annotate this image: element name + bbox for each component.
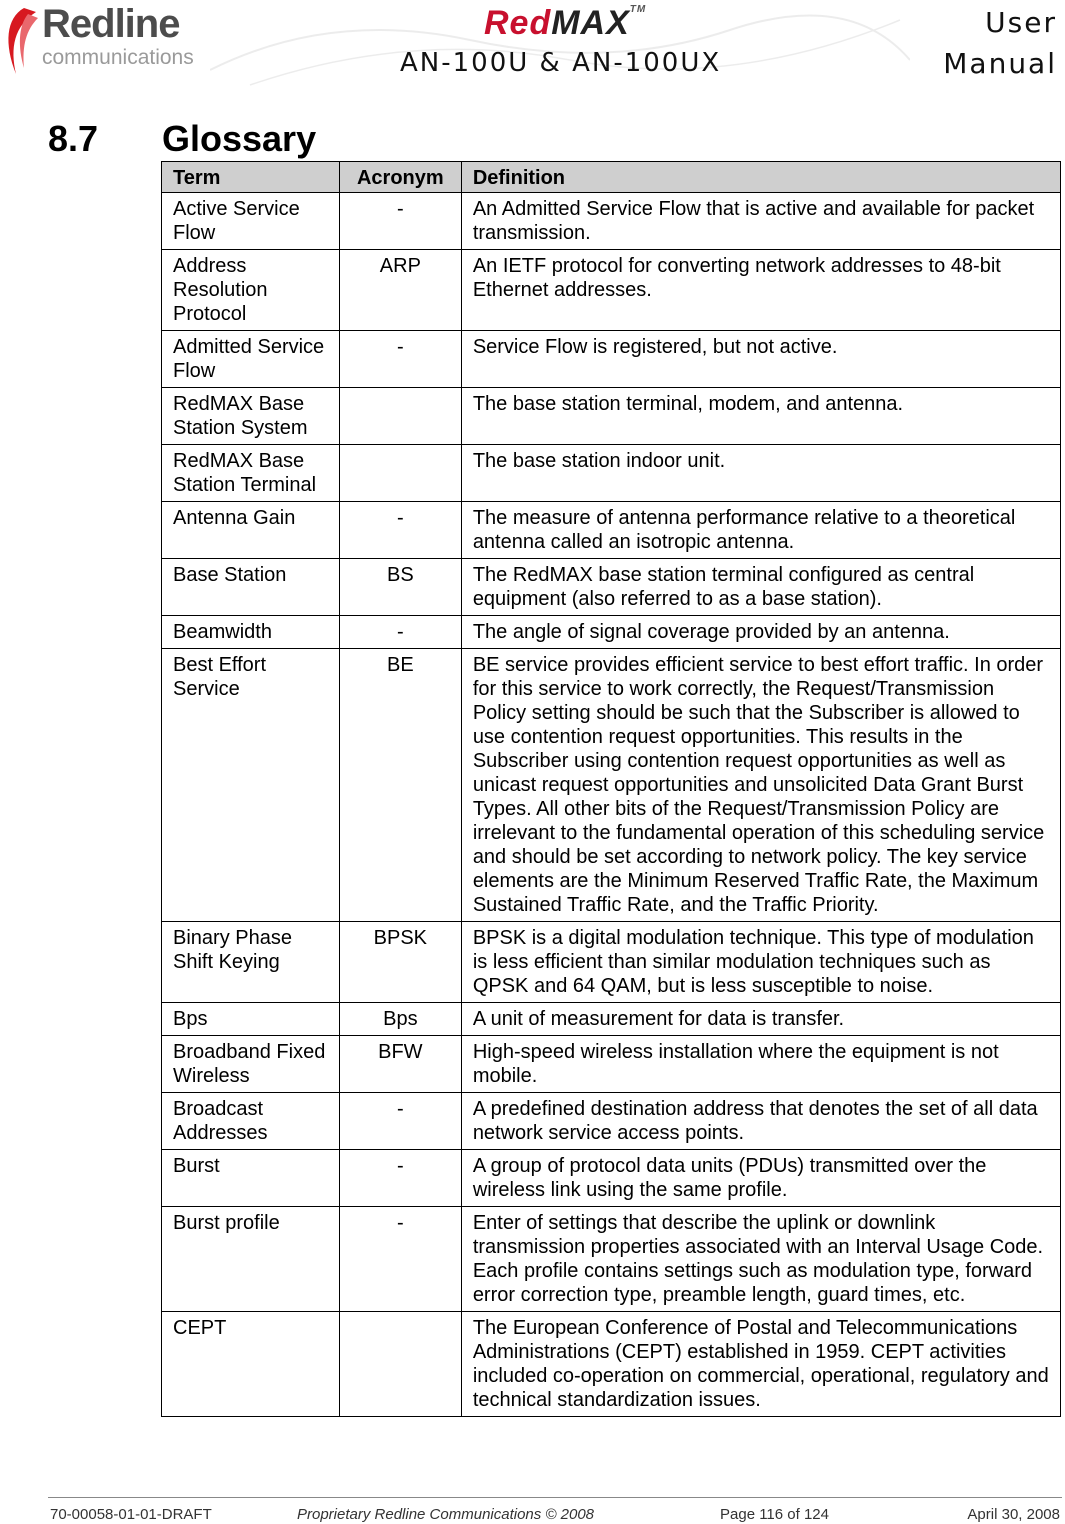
definition-cell: An IETF protocol for converting network addresses to 48-bit Ethernet addresses.: [461, 250, 1060, 331]
acronym-cell: -: [339, 502, 461, 559]
term-cell: Antenna Gain: [162, 502, 340, 559]
table-row: [162, 649, 1061, 922]
term-cell: CEPT: [162, 1312, 340, 1417]
definition-cell: The base station indoor unit.: [461, 445, 1060, 502]
table-row: [162, 445, 1061, 502]
table-header-row: [162, 162, 1061, 193]
acronym-cell: ARP: [339, 250, 461, 331]
table-row: [162, 616, 1061, 649]
term-cell: RedMAX Base Station Terminal: [162, 445, 340, 502]
definition-cell: A group of protocol data units (PDUs) transmitted over the wireless link using the same profile.: [461, 1150, 1060, 1207]
definition-cell: The base station terminal, modem, and antenna.: [461, 388, 1060, 445]
term-cell: Best Effort Service: [162, 649, 340, 922]
footer-divider: [48, 1497, 1062, 1498]
glossary-table: [161, 161, 1061, 1417]
term-cell: RedMAX Base Station System: [162, 388, 340, 445]
acronym-cell: BFW: [339, 1036, 461, 1093]
redmax-brand: [484, 4, 646, 43]
product-name: AN-100U & AN-100UX: [400, 48, 722, 78]
section-heading: [48, 118, 316, 160]
acronym-cell: [339, 388, 461, 445]
table-row: [162, 388, 1061, 445]
term-cell: Active Service Flow: [162, 193, 340, 250]
doc-type-line2: Manual: [943, 47, 1057, 80]
footer-proprietary: Proprietary Redline Communications © 2008: [297, 1506, 595, 1523]
acronym-cell: [339, 445, 461, 502]
table-row: [162, 1150, 1061, 1207]
acronym-cell: BS: [339, 559, 461, 616]
footer-doc-id: 70-00058-01-01-DRAFT: [50, 1506, 212, 1523]
table-row: [162, 502, 1061, 559]
term-cell: Burst: [162, 1150, 340, 1207]
term-cell: Broadcast Addresses: [162, 1093, 340, 1150]
definition-cell: The RedMAX base station terminal configured as central equipment (also referred to as a base station).: [461, 559, 1060, 616]
table-row: [162, 1207, 1061, 1312]
brand-red: Red: [484, 4, 552, 42]
acronym-cell: -: [339, 1093, 461, 1150]
acronym-cell: BE: [339, 649, 461, 922]
acronym-cell: -: [339, 193, 461, 250]
definition-cell: A predefined destination address that denotes the set of all data network service access points.: [461, 1093, 1060, 1150]
column-header-acronym: Acronym: [339, 162, 461, 193]
section-title: Glossary: [162, 118, 317, 159]
definition-cell: The European Conference of Postal and Telecommunications Administrations (CEPT) established in 1959. CEPT activities included co-operation on commercial, operational, regulatory and technical standardization issues.: [461, 1312, 1060, 1417]
term-cell: Broadband Fixed Wireless: [162, 1036, 340, 1093]
logo-name: Redline: [42, 2, 180, 46]
acronym-cell: [339, 1312, 461, 1417]
table-row: [162, 922, 1061, 1003]
table-row: [162, 1036, 1061, 1093]
brand-trademark: TM: [629, 4, 647, 15]
column-header-term: Term: [162, 162, 340, 193]
page-header: [0, 0, 1065, 92]
term-cell: Admitted Service Flow: [162, 331, 340, 388]
definition-cell: An Admitted Service Flow that is active and available for packet transmission.: [461, 193, 1060, 250]
definition-cell: A unit of measurement for data is transfer.: [461, 1003, 1060, 1036]
definition-cell: BPSK is a digital modulation technique. This type of modulation is less efficient than similar modulation techniques such as QPSK and 64 QAM, but is less susceptible to noise.: [461, 922, 1060, 1003]
term-cell: Bps: [162, 1003, 340, 1036]
acronym-cell: -: [339, 1150, 461, 1207]
table-row: [162, 559, 1061, 616]
term-cell: Binary Phase Shift Keying: [162, 922, 340, 1003]
term-cell: Base Station: [162, 559, 340, 616]
definition-cell: The measure of antenna performance relative to a theoretical antenna called an isotropic antenna.: [461, 502, 1060, 559]
table-row: [162, 1312, 1061, 1417]
acronym-cell: -: [339, 1207, 461, 1312]
definition-cell: The angle of signal coverage provided by an antenna.: [461, 616, 1060, 649]
definition-cell: Enter of settings that describe the uplink or downlink transmission properties associated with an Interval Usage Code. Each profile contains settings such as modulation type, forward error correction type, preamble length, guard times, etc.: [461, 1207, 1060, 1312]
acronym-cell: BPSK: [339, 922, 461, 1003]
brand-dark: MAX: [551, 4, 630, 42]
redline-logo: [2, 2, 212, 80]
section-number: 8.7: [48, 118, 99, 159]
definition-cell: High-speed wireless installation where the equipment is not mobile.: [461, 1036, 1060, 1093]
redline-swoosh-icon: [2, 4, 42, 78]
term-cell: Beamwidth: [162, 616, 340, 649]
definition-cell: Service Flow is registered, but not active.: [461, 331, 1060, 388]
table-row: [162, 250, 1061, 331]
definition-cell: BE service provides efficient service to best effort traffic. In order for this service to work correctly, the Request/Transmission Policy setting should be such that the Subscriber is allowed to use contention request opportunities. This results in the Subscriber using contention request opportunities as well as unicast request opportunities and unsolicited Data Grant Burst Types. All other bits of the Request/Transmission Policy are irrelevant to the fundamental operation of this scheduling service and should be set according to network policy. The key service elements are the Minimum Reserved Traffic Rate, the Maximum Sustained Traffic Rate, and the Traffic Priority.: [461, 649, 1060, 922]
glossary-body: [162, 193, 1061, 1417]
term-cell: Burst profile: [162, 1207, 340, 1312]
term-cell: Address Resolution Protocol: [162, 250, 340, 331]
doc-type: [943, 2, 1057, 84]
table-row: [162, 331, 1061, 388]
doc-type-line1: User: [985, 6, 1057, 39]
column-header-definition: Definition: [461, 162, 1060, 193]
acronym-cell: Bps: [339, 1003, 461, 1036]
footer-page-number: Page 116 of 124: [720, 1506, 829, 1523]
logo-subtitle: communications: [42, 46, 194, 69]
acronym-cell: -: [339, 616, 461, 649]
acronym-cell: -: [339, 331, 461, 388]
footer-date: April 30, 2008: [967, 1506, 1060, 1523]
table-row: [162, 193, 1061, 250]
table-row: [162, 1003, 1061, 1036]
table-row: [162, 1093, 1061, 1150]
